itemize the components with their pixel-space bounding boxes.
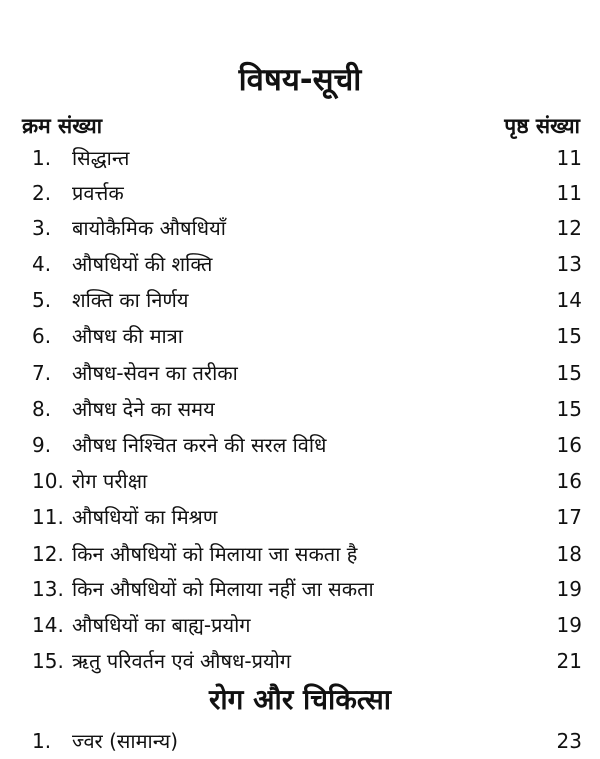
toc-entry [0,392,600,426]
entry-number: 15. [32,649,64,673]
entry-title: किन औषधियों को मिलाया नहीं जा सकता [72,577,374,601]
toc-entry [0,211,600,245]
entry-page: 18 [556,542,582,566]
toc-entry [0,247,600,281]
entry-title: औषध देने का समय [72,397,215,421]
entry-number: 1. [32,729,52,753]
toc-entry [0,572,600,606]
entry-title: औषध निश्चित करने की सरल विधि [72,433,327,457]
entry-page: 11 [556,181,582,205]
toc-entry [0,724,600,758]
section-title: रोग और चिकित्सा [208,683,392,716]
column-header-serial: क्रम संख्या [22,114,103,138]
entry-number: 9. [32,433,52,457]
toc-entry [0,644,600,678]
entry-page: 15 [556,324,582,348]
entry-title: औषधियों का बाह्य-प्रयोग [72,613,251,637]
entry-number: 13. [32,577,64,601]
entry-page: 21 [556,649,582,673]
entry-page: 15 [556,397,582,421]
entry-number: 11. [32,505,64,529]
entry-number: 1. [32,146,52,170]
entry-number: 5. [32,288,52,312]
entry-title: औषध की मात्रा [72,324,183,348]
toc-entry [0,283,600,317]
entry-number: 10. [32,469,64,493]
toc-entry [0,500,600,534]
entry-number: 6. [32,324,52,348]
toc-entry [0,608,600,642]
entry-page: 17 [556,505,582,529]
toc-entry [0,464,600,498]
toc-entry [0,537,600,571]
entry-page: 12 [556,216,582,240]
entry-title: शक्ति का निर्णय [72,288,189,312]
page-title: विषय-सूची [238,62,362,98]
entry-number: 8. [32,397,52,421]
toc-entry [0,176,600,210]
entry-page: 16 [556,469,582,493]
entry-title: किन औषधियों को मिलाया जा सकता है [72,542,358,566]
entry-title: औषध-सेवन का तरीका [72,361,238,385]
entry-title: औषधियों की शक्ति [72,252,213,276]
column-header-page: पृष्ठ संख्या [504,114,580,138]
toc-entry [0,141,600,175]
entry-number: 14. [32,613,64,637]
entry-page: 16 [556,433,582,457]
entry-page: 19 [556,613,582,637]
entry-page: 13 [556,252,582,276]
entry-number: 2. [32,181,52,205]
entry-page: 15 [556,361,582,385]
entry-title: औषधियों का मिश्रण [72,505,218,529]
entry-title: रोग परीक्षा [72,469,148,493]
entry-number: 4. [32,252,52,276]
entry-number: 3. [32,216,52,240]
entry-title: ज्वर (सामान्य) [72,729,179,753]
entry-title: ऋतु परिवर्तन एवं औषध-प्रयोग [72,649,292,673]
entry-number: 12. [32,542,64,566]
toc-entry [0,356,600,390]
entry-title: बायोकैमिक औषधियाँ [72,216,226,240]
entry-page: 14 [556,288,582,312]
toc-entry [0,319,600,353]
entry-title: सिद्धान्त [72,146,130,170]
entry-title: प्रवर्त्तक [72,181,124,205]
entry-number: 7. [32,361,52,385]
entry-page: 23 [556,729,582,753]
toc-entry [0,428,600,462]
entry-page: 11 [556,146,582,170]
entry-page: 19 [556,577,582,601]
